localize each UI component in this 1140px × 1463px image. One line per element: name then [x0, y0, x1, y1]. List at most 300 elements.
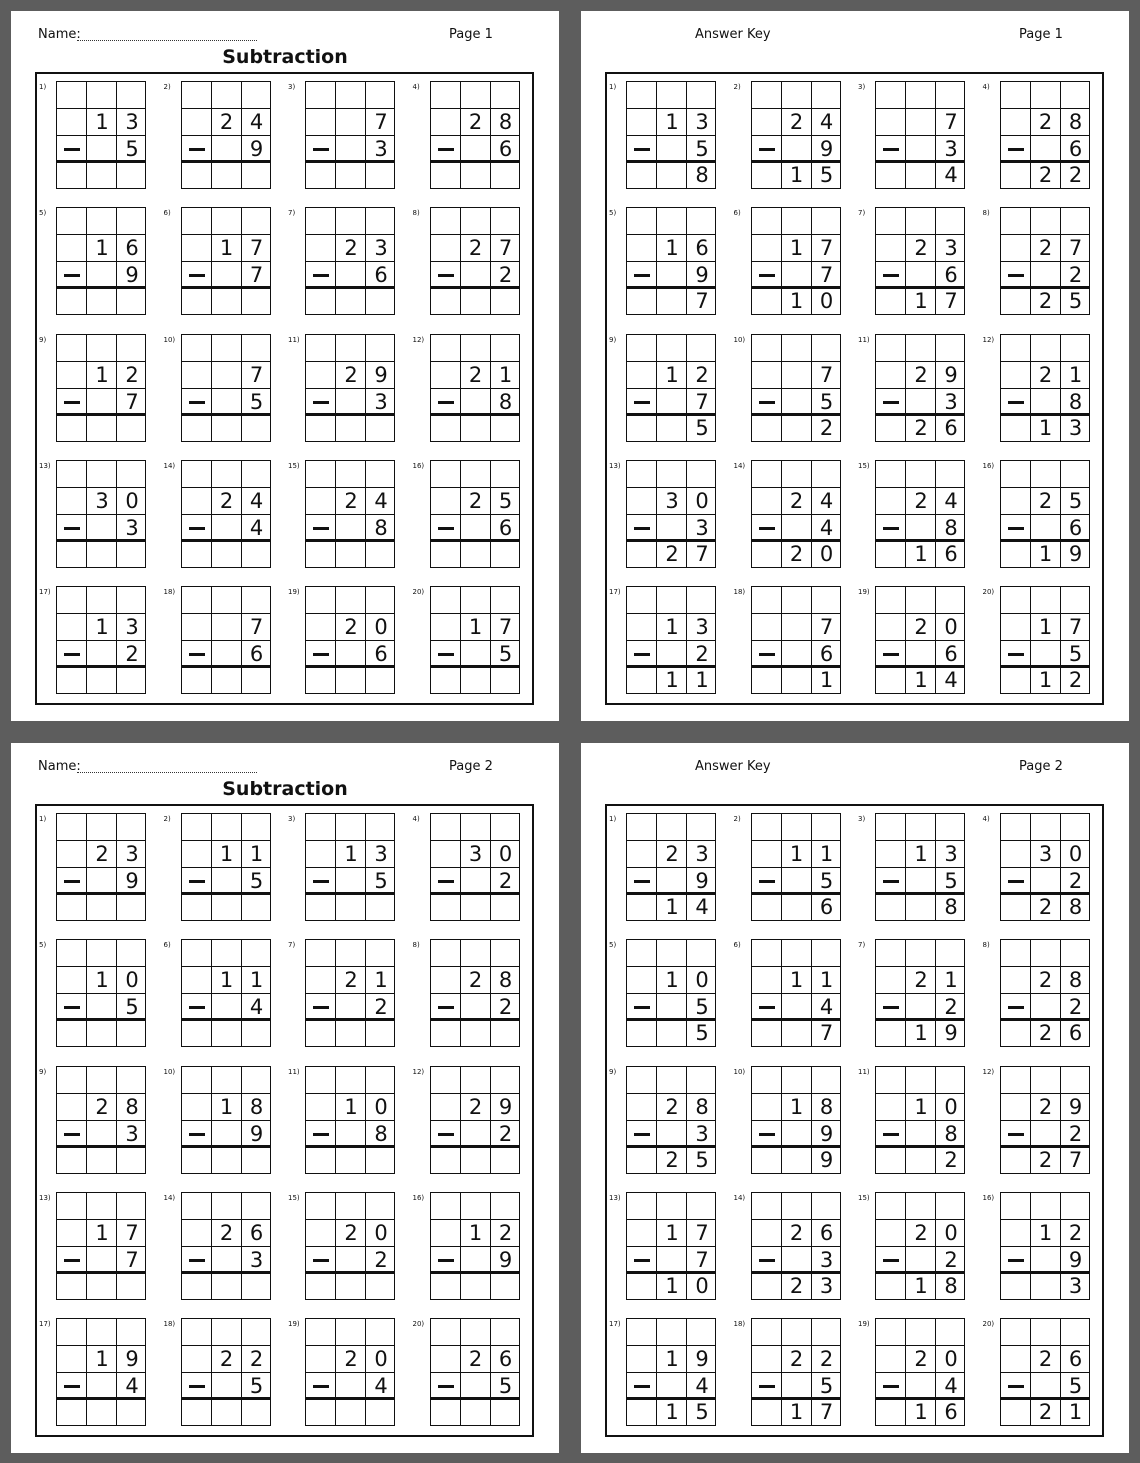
- digit: 1: [219, 842, 234, 866]
- digit-grid: [751, 207, 841, 315]
- digit: 5: [249, 1374, 264, 1399]
- minus-sign: [634, 527, 650, 530]
- digit: 1: [344, 842, 358, 866]
- problem-number: 9): [39, 335, 47, 344]
- answer-cell[interactable]: [242, 894, 272, 921]
- sheet-title: Subtraction: [222, 778, 348, 800]
- digit-grid: [305, 813, 395, 921]
- digit: 2: [498, 1220, 513, 1245]
- digit: 6: [1068, 515, 1083, 540]
- minus-sign: [313, 1133, 329, 1136]
- problem-number: 10): [733, 1067, 746, 1076]
- problem: [609, 939, 729, 1049]
- answer-cell[interactable]: [212, 1020, 242, 1047]
- answer-digit: 5: [1068, 289, 1083, 314]
- digit: 6: [695, 236, 709, 261]
- answer-cell[interactable]: [117, 415, 147, 442]
- problem: [983, 81, 1103, 191]
- answer-cell[interactable]: [306, 1147, 336, 1174]
- digit: 7: [819, 362, 834, 387]
- digit: 3: [695, 515, 709, 540]
- problem-number: 3): [288, 815, 296, 823]
- digit: 1: [665, 236, 679, 261]
- answer-cell[interactable]: [431, 667, 461, 694]
- digit: 5: [498, 1374, 513, 1399]
- digit: 2: [789, 110, 804, 134]
- digit: 2: [498, 995, 513, 1020]
- answer-cell[interactable]: [182, 667, 212, 694]
- answer-cell[interactable]: [87, 162, 117, 189]
- digit: 5: [819, 869, 834, 893]
- answer-cell[interactable]: [117, 162, 147, 189]
- answer-cell[interactable]: [117, 1020, 147, 1047]
- answer-cell[interactable]: [242, 1020, 272, 1047]
- problem-number: 9): [609, 335, 617, 344]
- answer-cell[interactable]: [336, 1399, 366, 1426]
- answer-cell[interactable]: [117, 541, 147, 568]
- answer-cell[interactable]: [182, 541, 212, 568]
- answer-cell[interactable]: [212, 288, 242, 315]
- digit-grid: [430, 1066, 520, 1174]
- digit: 2: [468, 968, 483, 993]
- digit: 2: [1038, 1094, 1053, 1119]
- answer-digit: 5: [695, 1147, 709, 1172]
- digit: 5: [249, 869, 264, 893]
- answer-cell[interactable]: [491, 288, 521, 315]
- answer-cell[interactable]: [182, 894, 212, 921]
- answer-cell[interactable]: [117, 1273, 147, 1300]
- answer-cell[interactable]: [431, 288, 461, 315]
- answer-cell[interactable]: [57, 1273, 87, 1300]
- digit: 2: [249, 1347, 264, 1372]
- digit: 0: [374, 1347, 388, 1372]
- digit: 8: [498, 968, 513, 993]
- answer-cell[interactable]: [491, 162, 521, 189]
- page-label: Page 1: [1019, 27, 1063, 42]
- answer-cell[interactable]: [117, 288, 147, 315]
- digit: 2: [95, 1094, 109, 1119]
- answer-cell[interactable]: [431, 1399, 461, 1426]
- digit: 1: [944, 968, 958, 993]
- answer-cell[interactable]: [87, 288, 117, 315]
- answer-cell[interactable]: [306, 288, 336, 315]
- answer-cell[interactable]: [57, 162, 87, 189]
- problem: [609, 1192, 729, 1302]
- answer-cell[interactable]: [491, 415, 521, 442]
- digit: 2: [468, 1094, 483, 1119]
- answer-cell[interactable]: [87, 1020, 117, 1047]
- page-label: Page 1: [449, 27, 493, 42]
- answer-cell[interactable]: [366, 1399, 396, 1426]
- answer-cell[interactable]: [461, 415, 491, 442]
- problem-number: 6): [163, 941, 171, 950]
- answer-cell[interactable]: [336, 667, 366, 694]
- answer-cell[interactable]: [366, 894, 396, 921]
- minus-sign: [759, 653, 775, 656]
- minus-sign: [313, 148, 329, 151]
- answer-cell[interactable]: [431, 1147, 461, 1174]
- answer-cell[interactable]: [242, 667, 272, 694]
- problem: [858, 813, 978, 923]
- answer-cell[interactable]: [212, 541, 242, 568]
- digit: 6: [249, 642, 264, 667]
- answer-cell[interactable]: [182, 288, 212, 315]
- answer-digit: 1: [789, 1400, 804, 1425]
- digit: 1: [374, 968, 388, 993]
- name-line[interactable]: [77, 772, 257, 773]
- digit: 2: [374, 995, 388, 1020]
- digit-grid: [56, 334, 146, 442]
- digit: 7: [125, 1247, 139, 1272]
- answer-cell[interactable]: [461, 894, 491, 921]
- answer-cell[interactable]: [182, 1020, 212, 1047]
- digit-grid: [626, 813, 716, 921]
- problem-number: 7): [858, 209, 866, 218]
- answer-cell[interactable]: [117, 894, 147, 921]
- sheet-header: [11, 743, 559, 805]
- problem: [858, 1066, 978, 1176]
- answer-cell[interactable]: [212, 1273, 242, 1300]
- answer-digit: 5: [819, 163, 834, 187]
- minus-sign: [1008, 1259, 1024, 1262]
- answer-cell[interactable]: [366, 667, 396, 694]
- problem-number: 1): [609, 83, 617, 91]
- minus-sign: [634, 401, 650, 404]
- answer-cell[interactable]: [212, 667, 242, 694]
- answer-cell[interactable]: [491, 541, 521, 568]
- answer-cell[interactable]: [212, 162, 242, 189]
- answer-cell[interactable]: [242, 541, 272, 568]
- problem: [734, 1318, 854, 1428]
- digit: 3: [374, 389, 388, 414]
- digit: 2: [789, 1220, 804, 1245]
- problem-number: 17): [39, 1320, 51, 1329]
- digit: 5: [1068, 1374, 1083, 1399]
- digit-grid: [1000, 460, 1090, 568]
- answer-digit: 9: [1068, 541, 1083, 566]
- answer-cell[interactable]: [431, 894, 461, 921]
- minus-sign: [64, 1006, 80, 1009]
- problem: [39, 334, 159, 444]
- answer-cell[interactable]: [306, 541, 336, 568]
- answer-cell[interactable]: [242, 1273, 272, 1300]
- answer-cell[interactable]: [306, 1399, 336, 1426]
- minus-sign: [883, 274, 899, 277]
- minus-sign: [883, 880, 899, 883]
- digit: 3: [125, 842, 139, 866]
- answer-cell[interactable]: [461, 1147, 491, 1174]
- answer-cell[interactable]: [57, 894, 87, 921]
- answer-cell[interactable]: [212, 1399, 242, 1426]
- digit: 2: [1068, 263, 1083, 288]
- problem-number: 6): [733, 209, 741, 218]
- answer-cell[interactable]: [57, 1147, 87, 1174]
- answer-cell[interactable]: [306, 667, 336, 694]
- digit-grid: [1000, 81, 1090, 189]
- digit: 5: [125, 137, 139, 161]
- answer-cell[interactable]: [182, 1399, 212, 1426]
- problem: [858, 460, 978, 570]
- answer-cell[interactable]: [431, 415, 461, 442]
- digit-grid: [875, 939, 965, 1047]
- minus-sign: [1008, 880, 1024, 883]
- problem-number: 5): [609, 209, 617, 218]
- problem-number: 16): [982, 1193, 995, 1202]
- problem: [983, 1192, 1103, 1302]
- digit-grid: [751, 334, 841, 442]
- answer-digit: 6: [944, 415, 958, 440]
- answer-cell[interactable]: [461, 1273, 491, 1300]
- problem-grid: [35, 72, 534, 705]
- answer-cell[interactable]: [212, 894, 242, 921]
- problem: [413, 460, 533, 570]
- answer-cell[interactable]: [242, 415, 272, 442]
- answer-digit: 7: [695, 541, 709, 566]
- answer-cell[interactable]: [242, 288, 272, 315]
- digit: 9: [498, 1094, 513, 1119]
- answer-cell[interactable]: [336, 1020, 366, 1047]
- answer-cell[interactable]: [461, 541, 491, 568]
- answer-cell[interactable]: [366, 1147, 396, 1174]
- problem: [858, 207, 978, 317]
- digit: 4: [249, 995, 264, 1020]
- problem-number: 16): [982, 461, 995, 470]
- answer-digit: 0: [819, 289, 834, 314]
- answer-digit: 2: [1038, 895, 1053, 919]
- answer-cell[interactable]: [336, 415, 366, 442]
- digit: 0: [125, 488, 139, 513]
- answer-cell[interactable]: [491, 1147, 521, 1174]
- problem-number: 1): [609, 815, 617, 823]
- digit: 2: [344, 615, 358, 640]
- answer-digit: 3: [1068, 1273, 1083, 1298]
- answer-cell[interactable]: [461, 667, 491, 694]
- answer-cell[interactable]: [366, 541, 396, 568]
- problem: [164, 81, 284, 191]
- problem-number: 12): [982, 335, 995, 344]
- answer-cell[interactable]: [57, 541, 87, 568]
- minus-sign: [64, 1385, 80, 1388]
- answer-cell[interactable]: [87, 1147, 117, 1174]
- digit: 2: [1038, 236, 1053, 261]
- digit: 1: [219, 968, 234, 993]
- answer-cell[interactable]: [57, 288, 87, 315]
- digit: 6: [819, 1220, 834, 1245]
- digit: 6: [1068, 1347, 1083, 1372]
- digit: 5: [498, 642, 513, 667]
- problem-number: 18): [733, 588, 746, 597]
- answer-cell[interactable]: [461, 1399, 491, 1426]
- problem-number: 16): [412, 461, 425, 470]
- problem-number: 18): [163, 588, 176, 597]
- minus-sign: [64, 880, 80, 883]
- answer-cell[interactable]: [242, 1399, 272, 1426]
- problem: [413, 1192, 533, 1302]
- answer-cell[interactable]: [431, 541, 461, 568]
- name-line[interactable]: [77, 40, 257, 41]
- answer-cell[interactable]: [491, 1399, 521, 1426]
- minus-sign: [64, 148, 80, 151]
- answer-cell[interactable]: [182, 162, 212, 189]
- answer-cell[interactable]: [306, 162, 336, 189]
- minus-sign: [189, 527, 205, 530]
- answer-digit: 1: [914, 541, 928, 566]
- digit: 3: [374, 842, 388, 866]
- problem-number: 1): [39, 815, 47, 823]
- problem: [983, 1066, 1103, 1176]
- answer-cell[interactable]: [491, 1273, 521, 1300]
- answer-cell[interactable]: [336, 541, 366, 568]
- digit: 9: [1068, 1094, 1083, 1119]
- answer-cell[interactable]: [491, 667, 521, 694]
- minus-sign: [1008, 274, 1024, 277]
- answer-cell[interactable]: [461, 162, 491, 189]
- answer-cell[interactable]: [306, 1020, 336, 1047]
- digit: 6: [498, 137, 513, 161]
- problem: [39, 813, 159, 923]
- digit: 8: [944, 1121, 958, 1146]
- answer-cell[interactable]: [182, 1273, 212, 1300]
- digit: 1: [789, 1094, 804, 1119]
- answer-cell[interactable]: [491, 1020, 521, 1047]
- answer-digit: 8: [695, 163, 709, 187]
- digit: 7: [819, 263, 834, 288]
- digit: 7: [125, 389, 139, 414]
- problem: [164, 813, 284, 923]
- digit: 2: [219, 110, 234, 134]
- digit: 8: [1068, 389, 1083, 414]
- answer-cell[interactable]: [182, 415, 212, 442]
- digit: 1: [468, 615, 483, 640]
- answer-cell[interactable]: [461, 1020, 491, 1047]
- answer-cell[interactable]: [491, 894, 521, 921]
- answer-cell[interactable]: [431, 1273, 461, 1300]
- digit: 9: [819, 1121, 834, 1146]
- answer-cell[interactable]: [431, 162, 461, 189]
- answer-digit: 6: [1068, 1021, 1083, 1046]
- answer-cell[interactable]: [366, 1273, 396, 1300]
- answer-cell[interactable]: [182, 1147, 212, 1174]
- answer-cell[interactable]: [87, 1399, 117, 1426]
- problem: [734, 334, 854, 444]
- digit-grid: [430, 586, 520, 694]
- digit: 8: [498, 110, 513, 134]
- answer-cell[interactable]: [431, 1020, 461, 1047]
- problem-number: 4): [412, 815, 420, 823]
- digit-grid: [181, 334, 271, 442]
- answer-cell[interactable]: [87, 1273, 117, 1300]
- answer-cell[interactable]: [87, 667, 117, 694]
- minus-sign: [883, 401, 899, 404]
- answer-cell[interactable]: [57, 667, 87, 694]
- digit: 3: [695, 110, 709, 134]
- problem-number: 13): [609, 1193, 621, 1202]
- answer-cell[interactable]: [336, 288, 366, 315]
- minus-sign: [438, 1133, 454, 1136]
- answer-cell[interactable]: [57, 1399, 87, 1426]
- problem-number: 11): [288, 335, 300, 344]
- answer-cell[interactable]: [242, 162, 272, 189]
- answer-cell[interactable]: [306, 894, 336, 921]
- digit: 1: [914, 842, 928, 866]
- answer-cell[interactable]: [117, 1147, 147, 1174]
- digit-grid: [1000, 586, 1090, 694]
- problem-number: 1): [39, 83, 47, 91]
- problem: [734, 586, 854, 696]
- problem-number: 6): [163, 209, 171, 218]
- digit: 8: [819, 1094, 834, 1119]
- problem-number: 19): [288, 1320, 300, 1329]
- digit: 2: [344, 488, 358, 513]
- answer-cell[interactable]: [87, 415, 117, 442]
- answer-cell[interactable]: [117, 1399, 147, 1426]
- answer-cell[interactable]: [306, 1273, 336, 1300]
- answer-cell[interactable]: [366, 415, 396, 442]
- answer-cell[interactable]: [366, 1020, 396, 1047]
- digit: 8: [695, 1094, 709, 1119]
- digit: 8: [944, 515, 958, 540]
- digit: 1: [95, 362, 109, 387]
- problem-number: 10): [163, 335, 176, 344]
- answer-cell[interactable]: [242, 1147, 272, 1174]
- answer-cell[interactable]: [306, 415, 336, 442]
- digit: 3: [125, 515, 139, 540]
- problem: [734, 939, 854, 1049]
- answer-cell[interactable]: [336, 894, 366, 921]
- problem: [858, 1192, 978, 1302]
- problem: [983, 586, 1103, 696]
- answer-cell[interactable]: [336, 1273, 366, 1300]
- digit-grid: [181, 813, 271, 921]
- digit: 9: [695, 1347, 709, 1372]
- answer-digit: 9: [944, 1021, 958, 1046]
- answer-cell[interactable]: [57, 1020, 87, 1047]
- answer-cell[interactable]: [212, 1147, 242, 1174]
- problem-number: 19): [288, 588, 300, 597]
- digit: 8: [1068, 110, 1083, 134]
- digit-grid: [626, 586, 716, 694]
- digit: 1: [95, 236, 109, 261]
- answer-cell[interactable]: [212, 415, 242, 442]
- digit: 7: [819, 615, 834, 640]
- sheet-header: [581, 743, 1129, 805]
- answer-cell[interactable]: [336, 1147, 366, 1174]
- minus-sign: [313, 1259, 329, 1262]
- digit: 7: [695, 389, 709, 414]
- digit: 2: [914, 1347, 928, 1372]
- answer-cell[interactable]: [87, 541, 117, 568]
- digit: 9: [695, 869, 709, 893]
- digit-grid: [875, 81, 965, 189]
- digit: 3: [944, 389, 958, 414]
- problem-number: 8): [982, 209, 990, 218]
- answer-cell[interactable]: [366, 288, 396, 315]
- digit: 1: [95, 1220, 109, 1245]
- answer-digit: 2: [1038, 1147, 1053, 1172]
- answer-cell[interactable]: [366, 162, 396, 189]
- minus-sign: [634, 880, 650, 883]
- answer-cell[interactable]: [461, 288, 491, 315]
- answer-cell[interactable]: [57, 415, 87, 442]
- answer-cell[interactable]: [117, 667, 147, 694]
- digit: 0: [125, 968, 139, 993]
- problem: [288, 81, 408, 191]
- minus-sign: [634, 1385, 650, 1388]
- problem: [413, 813, 533, 923]
- answer-digit: 7: [944, 289, 958, 314]
- answer-cell[interactable]: [336, 162, 366, 189]
- answer-cell[interactable]: [87, 894, 117, 921]
